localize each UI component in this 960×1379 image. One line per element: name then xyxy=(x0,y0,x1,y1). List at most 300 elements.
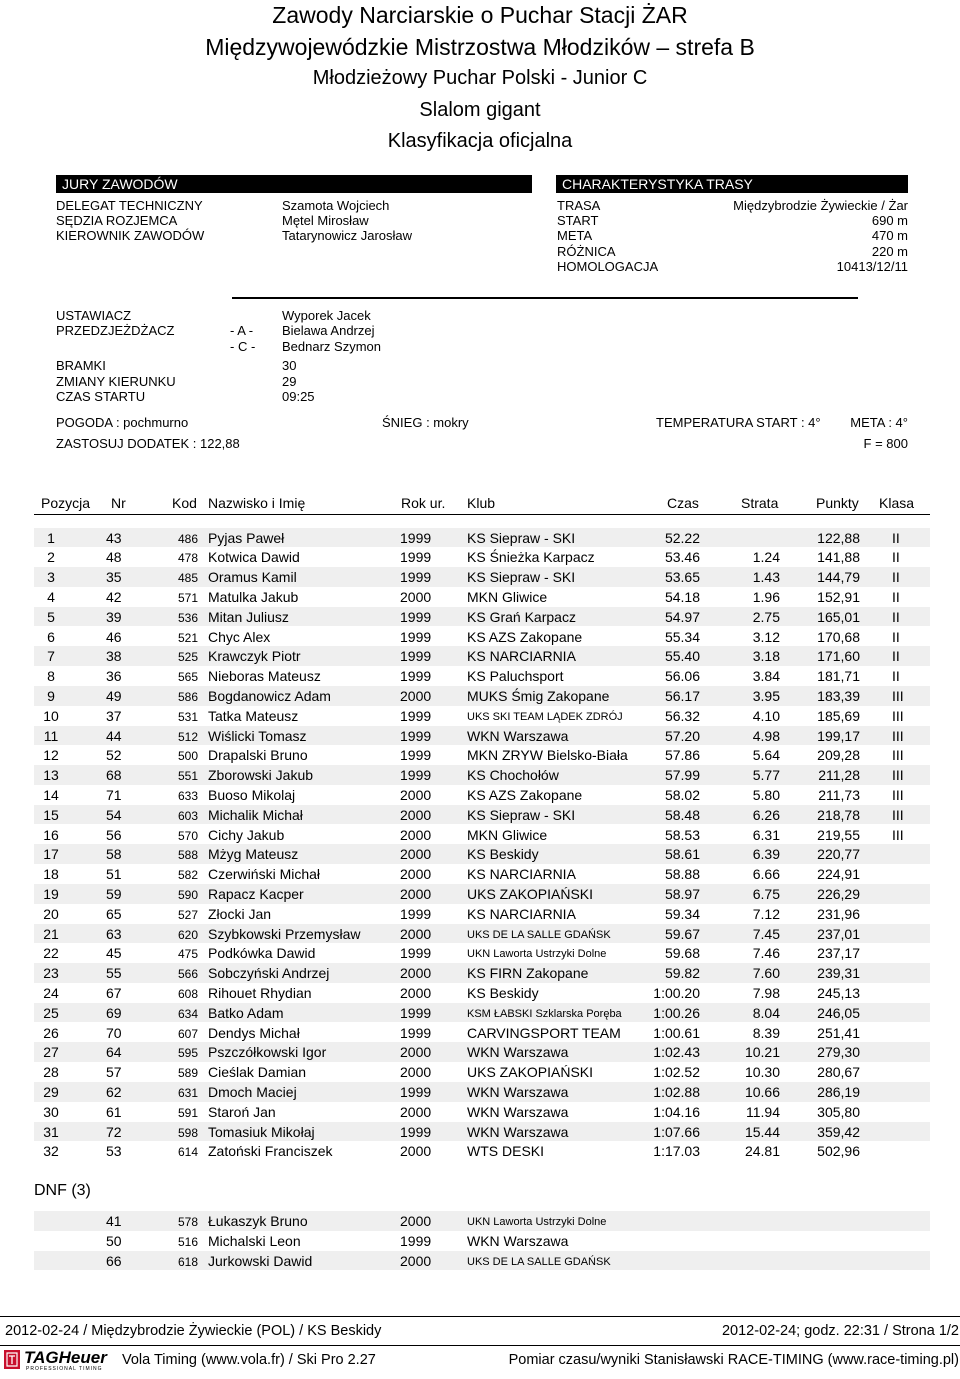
cell-club: UKS ZAKOPIAŃSKI xyxy=(467,885,594,902)
cell-club: UKN Laworta Ustrzyki Dolne xyxy=(467,1216,607,1228)
cell-time: 58.53 xyxy=(664,826,700,843)
table-row xyxy=(34,1082,930,1102)
cell-bib: 51 xyxy=(106,866,122,883)
cell-points: 218,78 xyxy=(817,806,860,823)
jury-label: DELEGAT TECHNICZNY xyxy=(56,198,203,213)
cell-bib: 68 xyxy=(106,767,122,784)
jury-label: KIEROWNIK ZAWODÓW xyxy=(56,228,205,243)
cell-name: Łukaszyk Bruno xyxy=(208,1213,308,1229)
cell-name: Cichy Jakub xyxy=(208,826,285,843)
cell-class: III xyxy=(892,786,904,803)
cell-name: Pszczółkowski Igor xyxy=(208,1044,327,1061)
cell-position: 8 xyxy=(47,668,55,685)
cell-position: 19 xyxy=(43,885,59,902)
cell-points: 152,91 xyxy=(817,588,860,605)
cell-club: KS Beskidy xyxy=(467,846,539,863)
cell-class: III xyxy=(892,826,904,843)
table-row xyxy=(34,547,930,567)
cell-code: 586 xyxy=(178,689,199,704)
forerunner-label: PRZEDZJEŻDŻACZ xyxy=(56,323,175,338)
forerunner-a-code: - A - xyxy=(230,323,254,338)
course-label: TRASA xyxy=(557,198,601,213)
cell-bib: 67 xyxy=(106,984,122,1001)
cell-name: Michalski Leon xyxy=(208,1232,301,1249)
cell-bib: 54 xyxy=(106,806,122,823)
cell-club: UKS SKI TEAM LĄDEK ZDRÓJ xyxy=(467,710,623,723)
cell-gap: 6.39 xyxy=(752,846,780,863)
cell-code: 566 xyxy=(178,967,199,982)
cell-gap: 10.21 xyxy=(744,1044,780,1061)
table-row xyxy=(34,567,930,587)
cell-name: Rihouet Rhydian xyxy=(208,984,312,1001)
table-row xyxy=(34,1122,930,1142)
cell-name: Mitan Juliusz xyxy=(208,608,289,625)
course-label: META xyxy=(557,228,593,243)
col-header-punkty: Punkty xyxy=(816,495,859,511)
col-header-klasa: Klasa xyxy=(879,495,915,511)
cell-position: 23 xyxy=(43,965,59,982)
title-discipline: Slalom gigant xyxy=(419,98,541,121)
course-label: HOMOLOGACJA xyxy=(557,259,659,274)
cell-bib: 61 xyxy=(106,1103,122,1120)
cell-code: 551 xyxy=(178,769,199,784)
cell-position: 20 xyxy=(43,905,59,922)
table-row xyxy=(34,686,930,706)
cell-points: 251,41 xyxy=(817,1024,860,1041)
forerunner-c-code: - C - xyxy=(230,339,256,354)
cell-code: 578 xyxy=(178,1215,199,1229)
cell-time: 58.02 xyxy=(664,786,700,803)
cell-time: 1:04.16 xyxy=(653,1103,700,1120)
cell-name: Wiślicki Tomasz xyxy=(208,727,307,744)
cell-time: 59.67 xyxy=(664,925,700,942)
footer-event-info: 2012-02-24 / Międzybrodzie Żywieckie (POL) / KS Beskidy xyxy=(5,1323,382,1339)
cell-name: Zatoński Franciszek xyxy=(208,1143,333,1160)
start-time-label: CZAS STARTU xyxy=(56,389,146,404)
cell-class: II xyxy=(892,529,900,546)
cell-position: 28 xyxy=(43,1064,59,1081)
cell-gap: 8.04 xyxy=(752,1004,780,1021)
cell-bib: 36 xyxy=(106,668,122,685)
cell-time: 1:17.03 xyxy=(653,1143,700,1160)
cell-club: KS Beskidy xyxy=(467,984,539,1001)
temperature-start: TEMPERATURA START : 4° xyxy=(656,415,821,430)
cell-position: 21 xyxy=(43,925,59,942)
cell-gap: 11.94 xyxy=(746,1103,780,1120)
cell-club: MUKS Śmig Zakopane xyxy=(467,687,610,704)
cell-code: 590 xyxy=(178,887,199,902)
table-row xyxy=(34,904,930,924)
cell-gap: 7.60 xyxy=(752,965,780,982)
cell-bib: 43 xyxy=(106,529,122,546)
cell-bib: 63 xyxy=(106,925,122,942)
cell-name: Nieboras Mateusz xyxy=(208,668,321,685)
cell-year: 1999 xyxy=(400,529,432,546)
cell-bib: 53 xyxy=(106,1143,122,1160)
cell-gap: 4.98 xyxy=(752,727,780,744)
table-row xyxy=(34,924,930,944)
cell-points: 279,30 xyxy=(817,1044,860,1061)
title-competition: Zawody Narciarskie o Puchar Stacji ŻAR xyxy=(272,2,688,28)
table-row xyxy=(34,1102,930,1122)
cell-gap: 10.66 xyxy=(744,1083,780,1100)
cell-class: II xyxy=(892,549,900,566)
cell-year: 1999 xyxy=(400,1083,432,1100)
cell-name: Sobczyński Andrzej xyxy=(208,965,330,982)
cell-club: KS NARCIARNIA xyxy=(467,648,576,665)
cell-class: II xyxy=(892,648,900,665)
cell-points: 237,17 xyxy=(817,945,860,962)
cell-bib: 44 xyxy=(106,727,122,744)
cell-points: 170,68 xyxy=(817,628,860,645)
section-divider xyxy=(232,297,858,299)
cell-time: 58.88 xyxy=(664,866,700,883)
cell-time: 1:00.61 xyxy=(653,1024,700,1041)
cell-gap: 5.80 xyxy=(752,786,780,803)
cell-year: 2000 xyxy=(400,866,432,883)
table-row xyxy=(34,1003,930,1023)
cell-bib: 57 xyxy=(106,1064,122,1081)
cell-year: 2000 xyxy=(400,786,432,803)
cell-time: 59.82 xyxy=(664,965,700,982)
course-value: 690 m xyxy=(871,213,908,228)
title-cup: Młodzieżowy Puchar Polski - Junior C xyxy=(312,67,648,89)
cell-time: 1:02.43 xyxy=(653,1044,700,1061)
cell-year: 2000 xyxy=(400,1064,432,1081)
cell-year: 2000 xyxy=(400,687,432,704)
cell-time: 57.86 xyxy=(664,747,700,764)
cell-gap: 6.26 xyxy=(752,806,780,823)
cell-year: 2000 xyxy=(400,1252,432,1269)
cell-bib: 39 xyxy=(106,608,122,625)
cell-points: 502,96 xyxy=(817,1143,860,1160)
cell-time: 1:00.20 xyxy=(653,984,700,1001)
turns-value: 29 xyxy=(282,374,297,389)
cell-bib: 58 xyxy=(106,846,122,863)
cell-code: 486 xyxy=(178,531,199,546)
cell-position: 16 xyxy=(43,826,59,843)
cell-gap: 3.95 xyxy=(752,687,780,704)
cell-class: III xyxy=(892,806,904,823)
cell-bib: 62 xyxy=(106,1083,122,1100)
cell-position: 29 xyxy=(43,1083,59,1100)
table-row xyxy=(34,528,930,548)
cell-time: 1:02.88 xyxy=(653,1083,700,1100)
cell-year: 1999 xyxy=(400,628,432,645)
course-value: Międzybrodzie Żywieckie / Żar xyxy=(733,198,908,213)
cell-code: 591 xyxy=(178,1105,199,1120)
cell-code: 607 xyxy=(178,1026,199,1041)
table-row xyxy=(34,706,930,726)
cell-name: Kotwica Dawid xyxy=(208,549,300,566)
cell-position: 3 xyxy=(47,569,55,586)
cell-class: III xyxy=(892,747,904,764)
table-row xyxy=(34,884,930,904)
cell-code: 570 xyxy=(178,828,199,843)
cell-code: 527 xyxy=(178,907,199,922)
cell-time: 56.32 xyxy=(664,707,700,724)
cell-code: 565 xyxy=(178,670,199,685)
col-header-klub: Klub xyxy=(467,495,496,511)
cell-gap: 1.24 xyxy=(752,549,780,566)
cell-year: 1999 xyxy=(400,648,432,665)
footer-vola: Vola Timing (www.vola.fr) / Ski Pro 2.27 xyxy=(122,1352,376,1368)
cell-year: 2000 xyxy=(400,925,432,942)
cell-time: 59.34 xyxy=(664,905,700,922)
cell-gap: 6.75 xyxy=(752,885,780,902)
cell-time: 54.18 xyxy=(664,588,700,605)
cell-gap: 1.43 xyxy=(752,569,780,586)
cell-position: 5 xyxy=(47,608,55,625)
dnf-label: DNF (3) xyxy=(34,1182,91,1199)
jury-value: Szamota Wojciech xyxy=(282,198,390,213)
cell-code: 521 xyxy=(178,630,199,645)
cell-code: 598 xyxy=(178,1125,199,1140)
cell-code: 618 xyxy=(178,1254,199,1269)
cell-club: WKN Warszawa xyxy=(467,1083,569,1100)
cell-club: WKN Warszawa xyxy=(467,1123,569,1140)
cell-club: KS Siepraw - SKI xyxy=(467,529,576,546)
cell-gap: 6.66 xyxy=(752,866,780,883)
cell-year: 1999 xyxy=(400,1004,432,1021)
cell-year: 2000 xyxy=(400,588,432,605)
supplement: ZASTOSUJ DODATEK : 122,88 xyxy=(56,436,240,451)
col-header-position: Pozycja xyxy=(41,495,91,511)
cell-position: 4 xyxy=(47,588,55,605)
cell-club: KS Siepraw - SKI xyxy=(467,806,576,823)
cell-points: 237,01 xyxy=(817,925,860,942)
col-header-strata: Strata xyxy=(741,495,779,511)
cell-points: 231,96 xyxy=(817,905,860,922)
cell-points: 185,69 xyxy=(817,707,860,724)
cell-position: 9 xyxy=(47,687,55,704)
cell-name: Drapalski Bruno xyxy=(208,747,308,764)
cell-year: 1999 xyxy=(400,668,432,685)
document-titles xyxy=(0,0,960,158)
dnf-row xyxy=(34,1231,930,1251)
table-row xyxy=(34,1062,930,1082)
cell-club: KS Paluchsport xyxy=(467,668,564,685)
cell-bib: 69 xyxy=(106,1004,122,1021)
cell-code: 614 xyxy=(178,1145,199,1160)
cell-year: 2000 xyxy=(400,1213,432,1229)
start-time-value: 09:25 xyxy=(282,389,315,404)
cell-time: 1:02.52 xyxy=(653,1064,700,1081)
cell-year: 1999 xyxy=(400,707,432,724)
cell-name: Dendys Michał xyxy=(208,1024,300,1041)
cell-club: KS Śnieżka Karpacz xyxy=(467,549,595,566)
cell-year: 1999 xyxy=(400,905,432,922)
cell-gap: 1.96 xyxy=(752,588,780,605)
cell-position: 30 xyxy=(43,1103,59,1120)
cell-code: 478 xyxy=(178,551,199,566)
cell-bib: 38 xyxy=(106,648,122,665)
cell-bib: 52 xyxy=(106,747,122,764)
cell-year: 1999 xyxy=(400,608,432,625)
turns-label: ZMIANY KIERUNKU xyxy=(56,374,176,389)
cell-club: CARVINGSPORT TEAM xyxy=(467,1024,621,1041)
cell-club: UKN Laworta Ustrzyki Dolne xyxy=(467,948,607,961)
cell-year: 2000 xyxy=(400,806,432,823)
cell-time: 55.34 xyxy=(664,628,700,645)
cell-time: 57.99 xyxy=(664,767,700,784)
cell-points: 181,71 xyxy=(817,668,860,685)
cell-name: Mżyg Mateusz xyxy=(208,846,299,863)
cell-code: 631 xyxy=(178,1085,199,1100)
cell-class: III xyxy=(892,707,904,724)
table-row xyxy=(34,745,930,765)
footer-timing: Pomiar czasu/wyniki Stanisławski RACE-TIMING (www.race-timing.pl) xyxy=(508,1352,959,1368)
cell-bib: 41 xyxy=(106,1213,122,1229)
cell-name: Chyc Alex xyxy=(208,628,271,645)
cell-code: 485 xyxy=(178,571,199,586)
cell-class: III xyxy=(892,767,904,784)
cell-position: 11 xyxy=(43,727,59,744)
cell-time: 58.97 xyxy=(664,885,700,902)
cell-name: Tatka Mateusz xyxy=(208,707,299,724)
footer-rule xyxy=(0,1316,960,1317)
cell-bib: 56 xyxy=(106,826,122,843)
logo-wordmark: TAGHeuer xyxy=(24,1348,107,1367)
col-header-czas: Czas xyxy=(667,495,699,511)
cell-time: 58.61 xyxy=(664,846,700,863)
cell-position: 17 xyxy=(43,846,59,863)
cell-points: 209,28 xyxy=(817,747,860,764)
cell-code: 516 xyxy=(178,1234,199,1249)
table-row xyxy=(34,1042,930,1062)
cell-year: 2000 xyxy=(400,826,432,843)
cell-class: III xyxy=(892,687,904,704)
cell-position: 31 xyxy=(43,1123,59,1140)
cell-points: 144,79 xyxy=(817,569,860,586)
cell-name: Oramus Kamil xyxy=(208,569,297,586)
col-header-name: Nazwisko i Imię xyxy=(208,495,306,511)
cell-class: II xyxy=(892,628,900,645)
cell-club: UKS DE LA SALLE GDAŃSK xyxy=(467,928,611,941)
cell-bib: 72 xyxy=(106,1123,122,1140)
cell-gap: 2.75 xyxy=(752,608,780,625)
cell-year: 1999 xyxy=(400,1024,432,1041)
cell-position: 13 xyxy=(43,767,59,784)
cell-code: 589 xyxy=(178,1066,199,1081)
table-row xyxy=(34,607,930,627)
title-championship: Międzywojewódzkie Mistrzostwa Młodzików – strefa B xyxy=(205,34,755,60)
jury-label: SĘDZIA ROZJEMCA xyxy=(56,213,178,228)
cell-name: Szybkowski Przemysław xyxy=(208,925,361,942)
cell-club: WKN Warszawa xyxy=(467,1044,569,1061)
cell-club: KSM ŁABSKI Szklarska Poręba xyxy=(467,1007,622,1020)
dnf-row xyxy=(34,1251,930,1271)
cell-gap: 7.45 xyxy=(752,925,780,942)
cell-bib: 65 xyxy=(106,905,122,922)
cell-points: 211,73 xyxy=(818,786,860,803)
cell-class: III xyxy=(892,727,904,744)
cell-time: 53.65 xyxy=(664,569,700,586)
cell-points: 224,91 xyxy=(817,866,860,883)
cell-points: 122,88 xyxy=(817,529,860,546)
table-row xyxy=(34,627,930,647)
cell-gap: 24.81 xyxy=(744,1143,780,1160)
cell-club: KS AZS Zakopane xyxy=(467,786,583,803)
cell-year: 2000 xyxy=(400,965,432,982)
cell-name: Rapacz Kacper xyxy=(208,885,304,902)
cell-position: 15 xyxy=(43,806,59,823)
cell-name: Bogdanowicz Adam xyxy=(208,687,331,704)
cell-club: MKN Gliwice xyxy=(467,826,548,843)
cell-gap: 7.46 xyxy=(752,945,780,962)
course-value: 470 m xyxy=(871,228,908,243)
cell-gap: 5.77 xyxy=(752,767,780,784)
cell-gap: 3.12 xyxy=(752,628,780,645)
cell-position: 24 xyxy=(43,984,59,1001)
footer-date-page: 2012-02-24; godz. 22:31 / Strona 1/2 xyxy=(721,1323,959,1339)
jury-value: Tatarynowicz Jarosław xyxy=(282,228,413,243)
cell-code: 582 xyxy=(178,868,199,883)
cell-position: 18 xyxy=(43,866,59,883)
cell-name: Dmoch Maciej xyxy=(208,1083,297,1100)
gates-value: 30 xyxy=(282,358,297,373)
cell-bib: 71 xyxy=(106,786,122,803)
cell-club: UKS ZAKOPIAŃSKI xyxy=(467,1064,594,1081)
jury-value: Mętel Mirosław xyxy=(282,213,369,228)
cell-position: 32 xyxy=(43,1143,59,1160)
cell-points: 211,28 xyxy=(818,767,860,784)
table-row xyxy=(34,805,930,825)
cell-time: 56.06 xyxy=(664,668,700,685)
table-row xyxy=(34,963,930,983)
cell-name: Złocki Jan xyxy=(208,905,272,922)
cell-points: 171,60 xyxy=(817,648,860,665)
cell-code: 620 xyxy=(178,927,199,942)
course-value: 220 m xyxy=(871,244,908,259)
cell-name: Zborowski Jakub xyxy=(208,767,314,784)
cell-position: 26 xyxy=(43,1024,59,1041)
footer-rule-2 xyxy=(0,1345,960,1346)
setter-value: Wyporek Jacek xyxy=(282,308,371,323)
cell-points: 246,05 xyxy=(817,1004,860,1021)
cell-year: 1999 xyxy=(400,1123,432,1140)
cell-time: 57.20 xyxy=(664,727,700,744)
cell-club: KS AZS Zakopane xyxy=(467,628,583,645)
cell-position: 12 xyxy=(43,747,59,764)
cell-club: MKN Gliwice xyxy=(467,588,548,605)
cell-club: KS FIRN Zakopane xyxy=(467,965,589,982)
cell-code: 531 xyxy=(178,709,199,724)
cell-position: 6 xyxy=(47,628,55,645)
cell-year: 1999 xyxy=(400,569,432,586)
table-row xyxy=(34,765,930,785)
cell-code: 634 xyxy=(178,1006,199,1021)
cell-points: 280,67 xyxy=(817,1064,860,1081)
table-header-rule xyxy=(34,514,930,515)
cell-gap: 7.98 xyxy=(752,984,780,1001)
cell-class: II xyxy=(892,608,900,625)
cell-year: 2000 xyxy=(400,885,432,902)
cell-year: 1999 xyxy=(400,1232,432,1249)
cell-time: 54.97 xyxy=(664,608,700,625)
cell-bib: 66 xyxy=(106,1252,122,1269)
cell-year: 1999 xyxy=(400,549,432,566)
cell-code: 536 xyxy=(178,610,199,625)
cell-points: 183,39 xyxy=(817,687,860,704)
cell-position: 22 xyxy=(43,945,59,962)
cell-time: 1:00.26 xyxy=(653,1004,700,1021)
cell-name: Pyjas Paweł xyxy=(208,529,285,546)
table-row xyxy=(34,646,930,666)
cell-name: Matulka Jakub xyxy=(208,588,299,605)
cell-gap: 3.18 xyxy=(752,648,780,665)
cell-name: Tomasiuk Mikołaj xyxy=(208,1123,315,1140)
